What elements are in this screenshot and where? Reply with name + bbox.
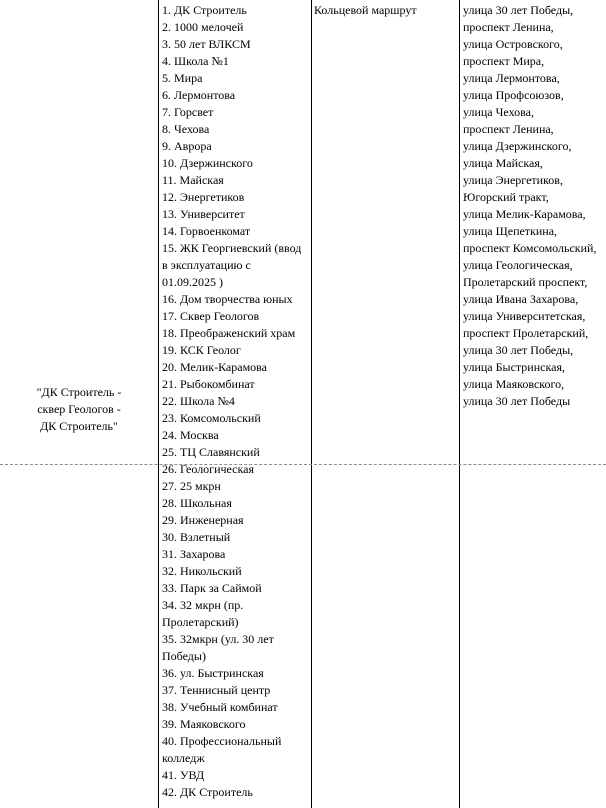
column-divider-1 <box>158 0 159 808</box>
stop-list-item: 42. ДК Строитель <box>162 785 253 799</box>
route-name-cell <box>0 384 158 435</box>
route-name-line: сквер Геологов - <box>37 402 121 416</box>
street-list-item: проспект Ленина, <box>463 122 554 136</box>
stop-list-item: 7. Горсвет <box>162 105 214 119</box>
street-list-item: улица Ивана Захарова, <box>463 292 579 306</box>
stop-list-item: 39. Маяковского <box>162 717 246 731</box>
stops-cell <box>162 2 310 801</box>
route-name-line: ДК Строитель" <box>40 419 118 433</box>
stop-list-item: 3. 50 лет ВЛКСМ <box>162 37 251 51</box>
stop-list-item: 17. Сквер Геологов <box>162 309 260 323</box>
stop-list-item: 33. Парк за Саймой <box>162 581 262 595</box>
street-list-item: улица Лермонтова, <box>463 71 560 85</box>
stop-list-item: 8. Чехова <box>162 122 210 136</box>
street-list-item: проспект Ленина, <box>463 20 554 34</box>
street-list-item: улица Профсоюзов, <box>463 88 564 102</box>
street-list-item: улица Энергетиков, <box>463 173 563 187</box>
stop-list-item: 32. Никольский <box>162 564 242 578</box>
street-list-item: улица Островского, <box>463 37 563 51</box>
stop-list-item: 30. Взлетный <box>162 530 231 544</box>
street-list-item: проспект Комсомольский, <box>463 241 597 255</box>
street-list-item: улица Майская, <box>463 156 543 170</box>
stop-list-item: 35. 32мкрн (ул. 30 лет <box>162 632 274 646</box>
stop-list-item: 27. 25 мкрн <box>162 479 221 493</box>
stop-list-item: 1. ДК Строитель <box>162 3 247 17</box>
street-list-item: улица Щепеткина, <box>463 224 558 238</box>
stop-list-item: 2. 1000 мелочей <box>162 20 244 34</box>
street-list-item: Югорский тракт, <box>463 190 549 204</box>
street-list-item: улица 30 лет Победы, <box>463 343 574 357</box>
stop-list-item: 29. Инженерная <box>162 513 244 527</box>
stop-list-item: 11. Майская <box>162 173 224 187</box>
stop-list-item: 6. Лермонтова <box>162 88 236 102</box>
stop-list-item: 40. Профессиональный <box>162 734 282 748</box>
street-list-item: улица Чехова, <box>463 105 534 119</box>
street-list-item: улица Быстринская, <box>463 360 565 374</box>
stop-list-item: 25. ТЦ Славянский <box>162 445 260 459</box>
stop-list-item: 13. Университет <box>162 207 245 221</box>
street-list-item: улица Мелик-Карамова, <box>463 207 586 221</box>
route-type-text: Кольцевой маршрут <box>314 3 417 17</box>
street-list-item: улица 30 лет Победы, <box>463 3 574 17</box>
stop-list-item: 14. Горвоенкомат <box>162 224 251 238</box>
streets-cell <box>463 2 605 410</box>
stop-list-item: 21. Рыбокомбинат <box>162 377 255 391</box>
stop-list-item: 38. Учебный комбинат <box>162 700 278 714</box>
stop-list-item: 24. Москва <box>162 428 219 442</box>
column-divider-2 <box>311 0 312 808</box>
stop-list-item: 18. Преображенский храм <box>162 326 296 340</box>
stop-list-item: 4. Школа №1 <box>162 54 229 68</box>
stop-list-item: Победы) <box>162 649 206 663</box>
street-list-item: улица 30 лет Победы <box>463 394 571 408</box>
street-list-item: проспект Мира, <box>463 54 545 68</box>
stop-list-item: 9. Аврора <box>162 139 212 153</box>
stop-list-item: в эксплуатацию с <box>162 258 251 272</box>
street-list-item: улица Дзержинского, <box>463 139 572 153</box>
stop-list-item: 20. Мелик-Карамова <box>162 360 267 374</box>
stop-list-item: колледж <box>162 751 205 765</box>
stop-list-item: 16. Дом творчества юных <box>162 292 293 306</box>
stop-list-item: Пролетарский) <box>162 615 239 629</box>
stop-list-item: 41. УВД <box>162 768 205 782</box>
route-type-cell <box>314 2 458 19</box>
stop-list-item: 12. Энергетиков <box>162 190 245 204</box>
stop-list-item: 5. Мира <box>162 71 203 85</box>
stop-list-item: 26. Геологическая <box>162 462 255 476</box>
street-list-item: Пролетарский проспект, <box>463 275 588 289</box>
stop-list-item: 10. Дзержинского <box>162 156 253 170</box>
street-list-item: проспект Пролетарский, <box>463 326 589 340</box>
column-divider-3 <box>459 0 460 808</box>
route-name-line: "ДК Строитель - <box>36 385 122 399</box>
stop-list-item: 34. 32 мкрн (пр. <box>162 598 244 612</box>
street-list-item: улица Маяковского, <box>463 377 565 391</box>
stop-list-item: 36. ул. Быстринская <box>162 666 264 680</box>
stop-list-item: 28. Школьная <box>162 496 232 510</box>
stop-list-item: 01.09.2025 ) <box>162 275 223 289</box>
stop-list-item: 22. Школа №4 <box>162 394 235 408</box>
stop-list-item: 15. ЖК Георгиевский (ввод <box>162 241 302 255</box>
stop-list-item: 31. Захарова <box>162 547 226 561</box>
stop-list-item: 37. Теннисный центр <box>162 683 271 697</box>
stop-list-item: 19. КСК Геолог <box>162 343 241 357</box>
street-list-item: улица Университетская, <box>463 309 586 323</box>
stop-list-item: 23. Комсомольский <box>162 411 261 425</box>
street-list-item: улица Геологическая, <box>463 258 573 272</box>
